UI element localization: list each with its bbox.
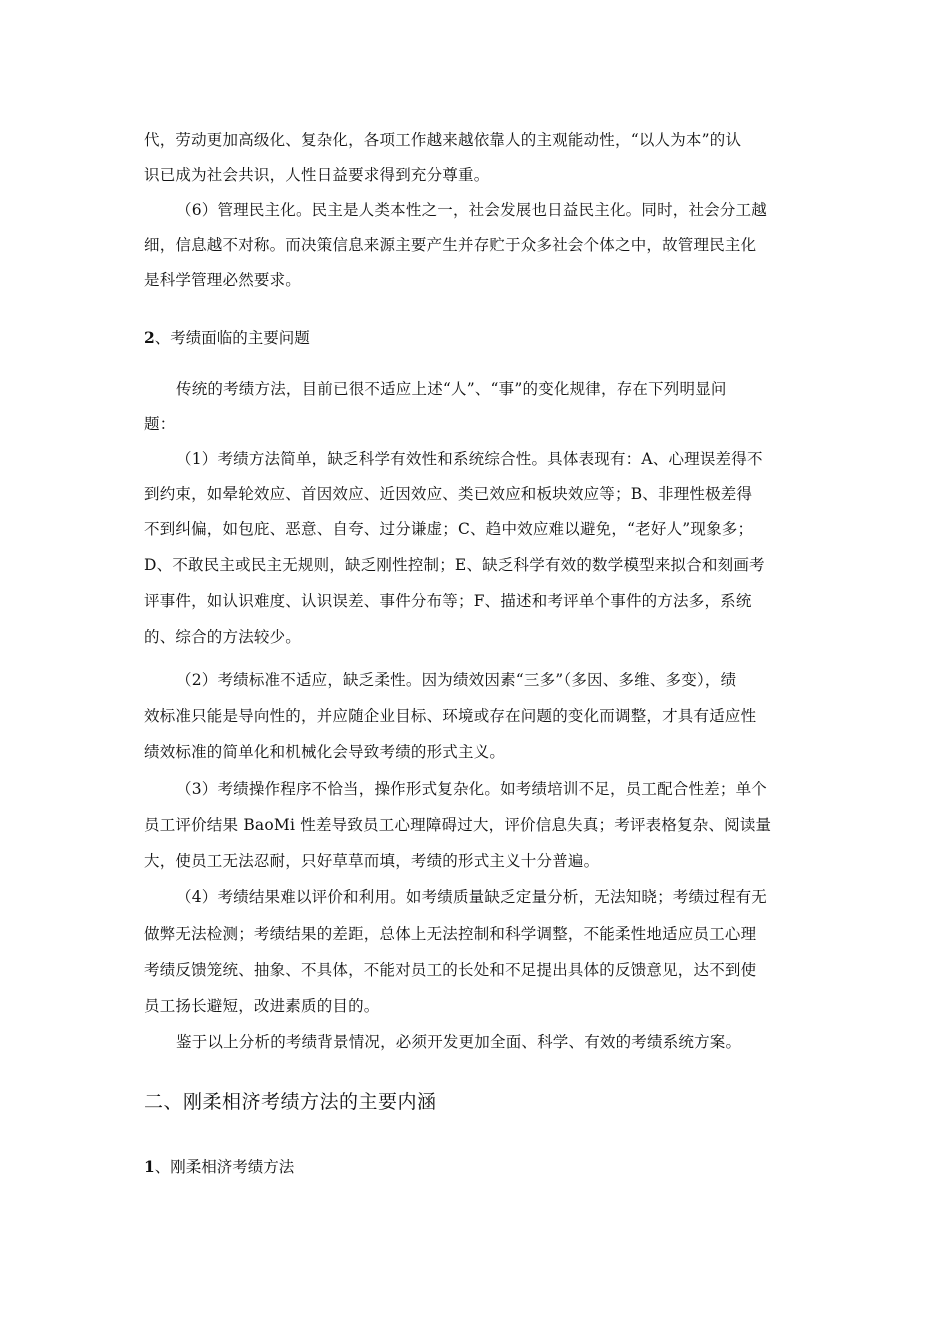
- paragraph-line: 做弊无法检测；考绩结果的差距，总体上无法控制和科学调整，不能柔性地适应员工心理: [144, 925, 757, 943]
- paragraph-line: 评事件，如认识难度、认识误差、事件分布等；F、描述和考评单个事件的方法多，系统: [144, 592, 752, 610]
- paragraph-line: 员工评价结果 BaoMi 性差导致员工心理障碍过大，评价信息失真；考评表格复杂、阅读量: [144, 816, 772, 834]
- paragraph-line: 考绩反馈笼统、抽象、不具体，不能对员工的长处和不足提出具体的反馈意见，达不到使: [144, 961, 757, 979]
- paragraph-line: 员工扬长避短，改进素质的目的。: [144, 997, 380, 1015]
- paragraph-line: 识已成为社会共识，人性日益要求得到充分尊重。: [144, 166, 490, 184]
- paragraph-line: 不到纠偏，如包庇、恶意、自夸、过分谦虚；C、趋中效应难以避免，“老好人”现象多；: [144, 520, 754, 538]
- section-number: 1: [144, 1157, 155, 1176]
- paragraph-line: 的、综合的方法较少。: [144, 628, 302, 646]
- paragraph-line: 到约束，如晕轮效应、首因效应、近因效应、类已效应和板块效应等；B、非理性极差得: [144, 485, 753, 503]
- paragraph-line: 效标准只能是导向性的，并应随企业目标、环境或存在问题的变化而调整，才具有适应性: [144, 707, 757, 725]
- paragraph-line: 鉴于以上分析的考绩背景情况，必须开发更加全面、科学、有效的考绩系统方案。: [176, 1033, 742, 1051]
- paragraph-line: （6）管理民主化。民主是人类本性之一，社会发展也日益民主化。同时，社会分工越: [176, 201, 767, 219]
- paragraph-line: 是科学管理必然要求。: [144, 271, 302, 289]
- paragraph-line: （3）考绩操作程序不恰当，操作形式复杂化。如考绩培训不足，员工配合性差；单个: [176, 780, 767, 798]
- paragraph-line: 题：: [144, 415, 176, 433]
- paragraph-line: （4）考绩结果难以评价和利用。如考绩质量缺乏定量分析，无法知晓；考绩过程有无: [176, 888, 767, 906]
- paragraph-line: （2）考绩标准不适应，缺乏柔性。因为绩效因素“三多”（多因、多维、多变），绩: [176, 671, 737, 689]
- section-heading: [144, 1157, 294, 1177]
- paragraph-line: 传统的考绩方法，目前已很不适应上述“人”、“事”的变化规律，存在下列明显问: [176, 380, 727, 398]
- section-heading: [144, 328, 310, 348]
- section-number: 2: [144, 328, 155, 347]
- paragraph-line: 代，劳动更加高级化、复杂化，各项工作越来越依靠人的主观能动性，“以人为本”的认: [144, 131, 742, 149]
- paragraph-line: 绩效标准的简单化和机械化会导致考绩的形式主义。: [144, 743, 506, 761]
- paragraph-line: 细，信息越不对称。而决策信息来源主要产生并存贮于众多社会个体之中，故管理民主化: [144, 236, 757, 254]
- chapter-heading: 二、刚柔相济考绩方法的主要内涵: [144, 1091, 437, 1113]
- paragraph-line: （1）考绩方法简单，缺乏科学有效性和系统综合性。具体表现有：A、心理误差得不: [176, 450, 763, 468]
- paragraph-line: 大，使员工无法忍耐，只好草草而填，考绩的形式主义十分普遍。: [144, 852, 600, 870]
- section-title: 、考绩面临的主要问题: [154, 329, 310, 347]
- section-title: 、刚柔相济考绩方法: [154, 1158, 295, 1176]
- paragraph-line: D、不敢民主或民主无规则，缺乏刚性控制；E、缺乏科学有效的数学模型来拟合和刻画考: [144, 556, 765, 574]
